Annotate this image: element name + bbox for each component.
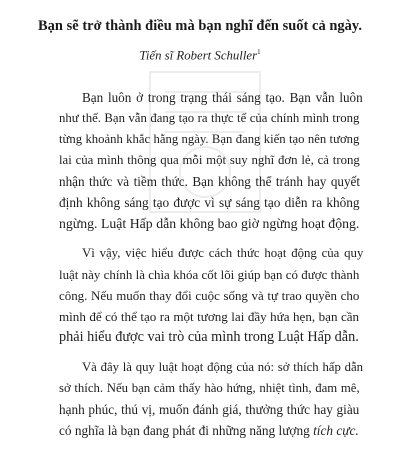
- text-line: sở thích. Nếu bạn cảm thấy hào hứng, nhiệt tình, đam mê,: [59, 381, 360, 395]
- epigraph-attribution: [0, 48, 400, 63]
- paragraph: [59, 87, 363, 234]
- text-line: hạnh phúc, thú vị, muốn đánh giá, thưởng thức hay giàu: [59, 402, 360, 417]
- text-line: từng khoảnh khắc hằng ngày. Bạn đang kiến tạo nên tương: [59, 132, 360, 146]
- text-line: lai của mình thông qua mỗi một suy nghĩ đơn lẻ, cả trong: [59, 153, 360, 167]
- emphasis-text: tích cực.: [313, 423, 359, 438]
- text-line-last: [59, 420, 359, 441]
- paragraph: [59, 243, 364, 348]
- epigraph-quote: Bạn sẽ trở thành điều mà bạn nghĩ đến suốt cả ngày.: [38, 18, 362, 34]
- text-line: luật này chính là chìa khóa cốt lõi giúp bạn có được thành: [59, 267, 360, 282]
- epigraph-author: Tiến sĩ Robert Schuller: [139, 48, 258, 63]
- text-line: định không sáng tạo được vì sự sáng tạo diễn ra không: [59, 195, 360, 210]
- text-line: Bạn luôn ở trong trạng thái sáng tạo. Bạn vẫn luôn: [82, 90, 363, 105]
- paragraph: [59, 357, 363, 441]
- text-line: nhận thức và tiềm thức. Bạn không thể tránh hay quyết: [59, 174, 361, 189]
- footnote-marker: 1: [257, 48, 261, 56]
- text-line-plain: có nghĩa là bạn đang phát đi những năng lượng: [59, 423, 314, 438]
- text-line: mình để có thể tạo ra một tương lai đầy hứa hẹn, bạn cần: [59, 309, 360, 324]
- text-line: công. Nếu muốn thay đổi cuộc sống và tự trao quyền cho: [59, 288, 360, 303]
- text-line: ngừng. Luật Hấp dẫn không bao giờ ngừng hoạt động.: [59, 216, 360, 231]
- text-line: Và đây là quy luật hoạt động của nó: sở thích hấp dẫn: [82, 360, 363, 374]
- body-text: [59, 87, 364, 450]
- text-line: như thế. Bạn vẫn đang tạo ra thực tế của chính mình trong: [59, 111, 360, 125]
- text-line: Vì vậy, việc hiểu được cách thức hoạt động của quy: [82, 246, 364, 260]
- text-line: phải hiểu được vai trò của mình trong Luật Hấp dẫn.: [59, 329, 359, 345]
